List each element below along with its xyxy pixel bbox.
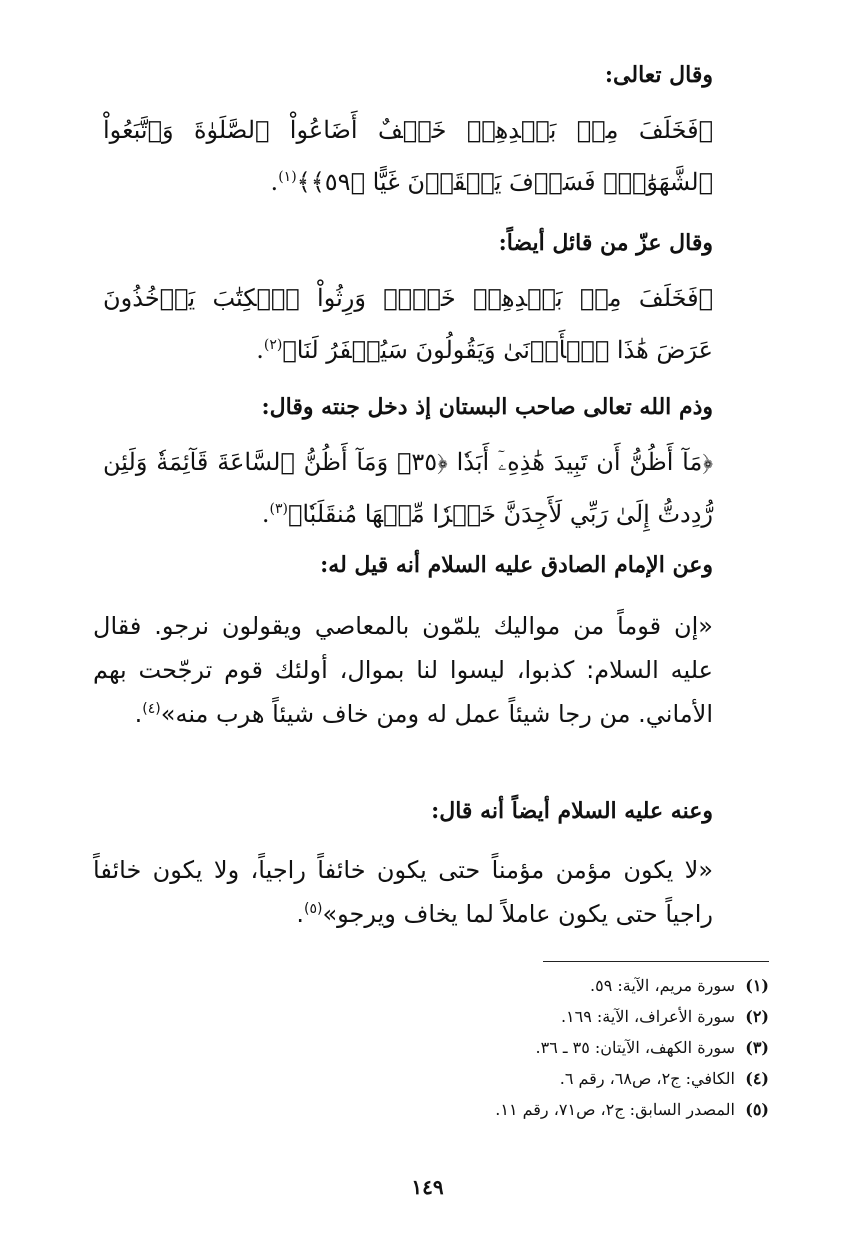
page-number: ١٤٩: [411, 1175, 444, 1199]
footnote-number: (١): [745, 976, 769, 995]
verse-text: ﴿فَخَلَفَ مِنۢ بَعۡدِهِمۡ خَلۡفٌ أَضَاعُواْ ٱلصَّلَوٰةَ وَٱتَّبَعُواْ ٱلشَّهَوَٰتِۖ فَسَوۡفَ يَلۡقَوۡنَ غَيًّا ﴿٥٩﴾﴾: [103, 116, 713, 196]
footnote-item: [269, 1001, 769, 1032]
intro-line: وعن الإمام الصادق عليه السلام أنه قيل له:: [320, 552, 713, 578]
intro-line: وقال عزّ من قائل أيضاً:: [498, 230, 713, 256]
verse-text: ﴿مَآ أَظُنُّ أَن تَبِيدَ هَٰذِهِۦٓ أَبَدٗا ﴿٣٥﴾ وَمَآ أَظُنُّ ٱلسَّاعَةَ قَآئِمَةٗ وَلَئِن رُّدِدتُّ إِلَىٰ رَبِّي لَأَجِدَنَّ خَيۡرٗا مِّنۡهَا مُنقَلَبٗا﴾: [103, 448, 713, 528]
footnote-item: [269, 970, 769, 1001]
footnote-number: (٢): [745, 1007, 769, 1026]
intro-line: وعنه عليه السلام أيضاً أنه قال:: [431, 798, 713, 824]
footnote-ref: (٥): [303, 901, 323, 917]
footnote-number: (٣): [745, 1038, 769, 1057]
footnote-divider: [543, 961, 769, 962]
footnote-number: (٥): [745, 1100, 769, 1119]
hadith-text: «لا يكون مؤمن مؤمناً حتى يكون خائفاً راجياً، ولا يكون خائفاً راجياً حتى يكون عاملاً لما يخاف ويرجو»: [93, 856, 713, 928]
footnotes-list: [269, 970, 769, 1125]
footnote-text: الكافي: ج٢، ص٦٨، رقم ٦.: [559, 1069, 735, 1088]
footnote-text: سورة الأعراف، الآية: ١٦٩.: [560, 1007, 735, 1026]
end-mark: .: [261, 500, 270, 528]
footnote-ref: (١): [278, 169, 297, 185]
footnote-ref: (٢): [263, 337, 283, 353]
end-mark: .: [270, 168, 279, 196]
footnote-item: [269, 1094, 769, 1125]
footnote-text: المصدر السابق: ج٢، ص٧١، رقم ١١.: [495, 1100, 735, 1119]
quran-verse: [103, 272, 713, 376]
footnote-text: سورة الكهف، الآيتان: ٣٥ ـ ٣٦.: [535, 1038, 735, 1057]
quran-verse: [103, 104, 713, 208]
intro-line: وقال تعالى:: [604, 62, 713, 88]
end-mark: .: [134, 700, 143, 728]
hadith-text: «إن قوماً من مواليك يلمّون بالمعاصي ويقولون نرجو. فقال عليه السلام: كذبوا، ليسوا لنا بموال، أولئك قوم ترجّحت بهم الأماني. من رجا شيئاً عمل له ومن خاف شيئاً هرب منه»: [93, 612, 713, 728]
hadith-quote: [93, 848, 713, 936]
intro-line: وذم الله تعالى صاحب البستان إذ دخل جنته وقال:: [261, 394, 713, 420]
footnote-text: سورة مريم، الآية: ٥٩.: [590, 976, 735, 995]
end-mark: .: [256, 336, 264, 364]
footnote-ref: (٤): [142, 701, 161, 717]
hadith-quote: [93, 604, 713, 736]
footnote-number: (٤): [745, 1069, 769, 1088]
footnote-item: [269, 1063, 769, 1094]
verse-text: ﴿فَخَلَفَ مِنۢ بَعۡدِهِمۡ خَلۡفٞ وَرِثُواْ ٱلۡكِتَٰبَ يَأۡخُذُونَ عَرَضَ هَٰذَا ٱلۡأَدۡنَىٰ وَيَقُولُونَ سَيُغۡفَرُ لَنَا﴾: [103, 284, 713, 364]
footnote-item: [269, 1032, 769, 1063]
end-mark: .: [296, 900, 304, 928]
quran-verse: [103, 436, 713, 540]
footnote-ref: (٣): [269, 501, 288, 517]
